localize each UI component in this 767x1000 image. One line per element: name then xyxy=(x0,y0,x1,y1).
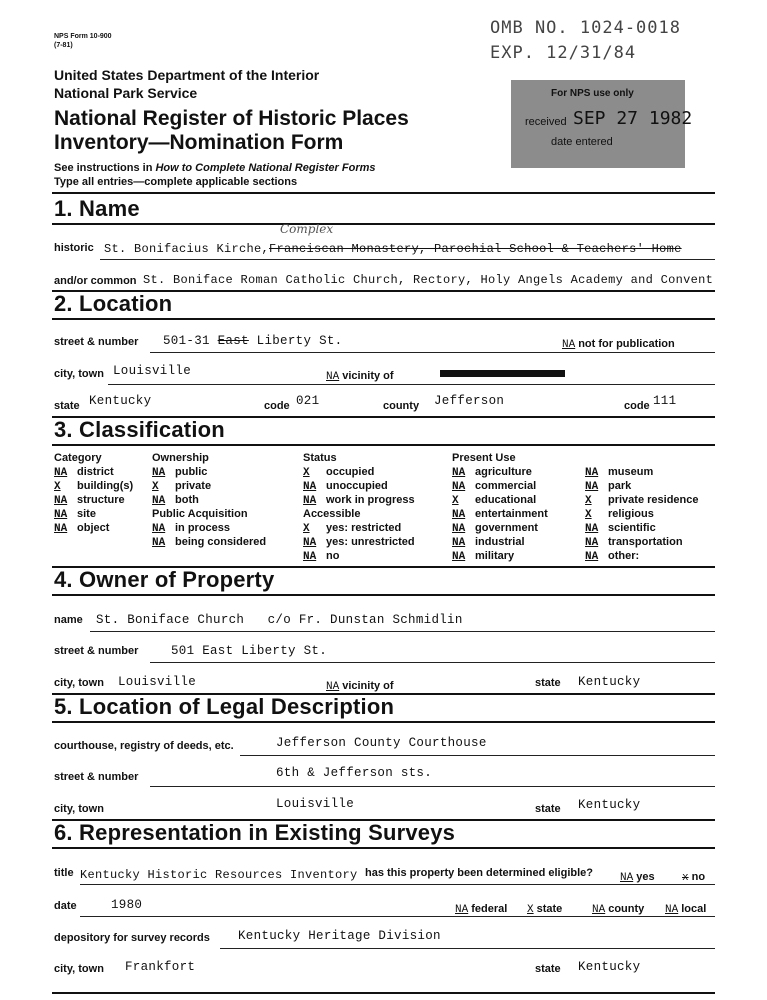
classification-option xyxy=(585,550,639,563)
eligible-label: has this property been determined eligible? xyxy=(365,867,593,879)
option-label: object xyxy=(77,522,110,534)
option-mark: NA xyxy=(585,537,599,549)
line xyxy=(100,259,715,260)
federal-option: NA federal xyxy=(455,903,508,916)
option-mark: X xyxy=(303,467,310,479)
option-mark: NA xyxy=(54,509,68,521)
line xyxy=(150,352,715,353)
instructions: See instructions in How to Complete National Register Forms xyxy=(54,162,376,174)
option-label: park xyxy=(608,480,632,492)
ownership-title: Ownership xyxy=(152,452,209,464)
option-mark: NA xyxy=(452,523,466,535)
classification-option xyxy=(452,466,532,479)
form-date: (7-81) xyxy=(54,42,73,49)
historic-label: historic xyxy=(54,242,94,254)
status-title: Status xyxy=(303,452,337,464)
instructions-2: Type all entries—complete applicable sections xyxy=(54,176,298,188)
classification-option xyxy=(585,536,683,549)
option-label: no xyxy=(326,550,340,562)
option-label: occupied xyxy=(326,466,375,478)
classification-option xyxy=(303,550,339,563)
classification-option xyxy=(54,522,109,535)
option-label: commercial xyxy=(475,480,537,492)
eligible-no: x no xyxy=(682,871,706,884)
survey-title-value: Kentucky Historic Resources Inventory xyxy=(80,868,358,882)
option-mark: NA xyxy=(54,467,68,479)
rule xyxy=(52,318,715,320)
received-label: received xyxy=(525,116,567,128)
classification-option xyxy=(303,480,388,493)
legal-state-value: Kentucky xyxy=(578,798,641,812)
legal-state-label: state xyxy=(535,803,561,815)
option-mark: X xyxy=(585,495,592,507)
classification-option xyxy=(303,536,415,549)
option-mark: NA xyxy=(585,467,599,479)
option-label: educational xyxy=(475,494,537,506)
option-label: both xyxy=(175,494,199,506)
option-mark: NA xyxy=(303,481,317,493)
not-for-publication: NA not for publication xyxy=(562,338,675,351)
option-mark: X xyxy=(452,495,459,507)
option-mark: NA xyxy=(452,551,466,563)
county-value: Jefferson xyxy=(434,394,505,408)
survey-date-label: date xyxy=(54,900,77,912)
rule xyxy=(52,847,715,849)
section-5-heading: 5. Location of Legal Description xyxy=(54,694,395,719)
option-mark: NA xyxy=(152,537,166,549)
state-code: 021 xyxy=(296,394,320,408)
classification-option xyxy=(452,550,514,563)
depository-value: Kentucky Heritage Division xyxy=(238,929,441,943)
county-code: 111 xyxy=(653,394,677,408)
option-mark: NA xyxy=(585,551,599,563)
classification-option xyxy=(452,480,536,493)
classification-option xyxy=(585,480,631,493)
option-label: museum xyxy=(608,466,654,478)
section-4-heading: 4. Owner of Property xyxy=(54,567,275,592)
option-label: military xyxy=(475,550,515,562)
option-label: private xyxy=(175,480,212,492)
form-number: NPS Form 10-900 xyxy=(54,33,112,40)
depository-state-label: state xyxy=(535,963,561,975)
depository-city-label: city, town xyxy=(54,963,104,975)
option-mark: NA xyxy=(452,467,466,479)
option-mark: NA xyxy=(452,481,466,493)
survey-date-value: 1980 xyxy=(111,898,143,912)
classification-option xyxy=(585,508,654,521)
option-label: agriculture xyxy=(475,466,532,478)
street-label: street & number xyxy=(54,336,139,348)
option-label: building(s) xyxy=(77,480,134,492)
courthouse-value: Jefferson County Courthouse xyxy=(276,736,487,750)
line xyxy=(220,948,715,949)
option-label: private residence xyxy=(608,494,699,506)
option-label: site xyxy=(77,508,96,520)
option-mark: X xyxy=(152,481,159,493)
option-mark: NA xyxy=(585,523,599,535)
code-label: code xyxy=(264,400,290,412)
classification-option xyxy=(452,494,536,507)
classification-option xyxy=(152,522,230,535)
vicinity: NA vicinity of xyxy=(326,370,394,383)
classification-option xyxy=(585,494,699,507)
option-label: in process xyxy=(175,522,231,534)
option-label: structure xyxy=(77,494,125,506)
owner-name-value: St. Boniface Church c/o Fr. Dunstan Schmidlin xyxy=(96,613,463,627)
owner-name-label: name xyxy=(54,614,83,626)
legal-street-value: 6th & Jefferson sts. xyxy=(276,766,433,780)
street-value: 501-31 East Liberty St. xyxy=(163,334,343,348)
expiration: EXP. 12/31/84 xyxy=(490,43,637,63)
option-label: transportation xyxy=(608,536,683,548)
line xyxy=(90,631,715,632)
date-entered-label: date entered xyxy=(551,136,613,148)
redaction-bar xyxy=(440,370,565,377)
handwritten-complex: Complex xyxy=(280,222,334,236)
classification-option xyxy=(152,466,207,479)
department: United States Department of the Interior xyxy=(54,67,320,83)
depository-label: depository for survey records xyxy=(54,932,210,944)
option-label: scientific xyxy=(608,522,656,534)
omb-number: OMB NO. 1024-0018 xyxy=(490,18,681,38)
classification-option xyxy=(54,508,96,521)
section-3-heading: 3. Classification xyxy=(54,417,225,442)
option-mark: NA xyxy=(452,509,466,521)
option-label: industrial xyxy=(475,536,525,548)
line xyxy=(80,916,715,917)
acquisition-title: Public Acquisition xyxy=(152,508,248,520)
section-2-heading: 2. Location xyxy=(54,291,173,316)
category-title: Category xyxy=(54,452,102,464)
rule xyxy=(52,594,715,596)
option-label: religious xyxy=(608,508,654,520)
section-1-heading: 1. Name xyxy=(54,196,140,221)
form-title-2: Inventory—Nomination Form xyxy=(54,131,344,154)
option-mark: NA xyxy=(152,495,166,507)
option-label: district xyxy=(77,466,114,478)
owner-street-label: street & number xyxy=(54,645,139,657)
classification-option xyxy=(152,536,266,549)
local-option: NA local xyxy=(665,903,707,916)
present-use-title: Present Use xyxy=(452,452,516,464)
historic-value: St. Bonifacius Kirche,Franciscan Monastery, Parochial School & Teachers' Home xyxy=(104,242,682,256)
option-label: entertainment xyxy=(475,508,548,520)
classification-option xyxy=(152,494,199,507)
option-mark: NA xyxy=(303,495,317,507)
classification-option xyxy=(303,466,374,479)
state-value: Kentucky xyxy=(89,394,152,408)
nps-use-label: For NPS use only xyxy=(551,88,634,99)
owner-city-label: city, town xyxy=(54,677,104,689)
rule xyxy=(52,721,715,723)
city-label: city, town xyxy=(54,368,104,380)
classification-option xyxy=(585,522,656,535)
option-mark: NA xyxy=(54,523,68,535)
classification-option xyxy=(54,480,133,493)
option-mark: X xyxy=(303,523,310,535)
owner-state-value: Kentucky xyxy=(578,675,641,689)
rule xyxy=(52,223,715,225)
option-label: yes: unrestricted xyxy=(326,536,415,548)
option-mark: NA xyxy=(585,481,599,493)
form-title-1: National Register of Historic Places xyxy=(54,107,409,130)
option-mark: NA xyxy=(303,551,317,563)
option-mark: NA xyxy=(54,495,68,507)
line xyxy=(150,786,715,787)
legal-city-value: Louisville xyxy=(276,797,355,811)
courthouse-label: courthouse, registry of deeds, etc. xyxy=(54,740,234,752)
survey-title-label: title xyxy=(54,867,74,879)
rule xyxy=(52,992,715,994)
code-label-2: code xyxy=(624,400,650,412)
classification-option xyxy=(452,508,548,521)
line xyxy=(150,662,715,663)
owner-street-value: 501 East Liberty St. xyxy=(171,644,328,658)
option-mark: NA xyxy=(303,537,317,549)
state-option: X state xyxy=(527,903,563,916)
classification-option xyxy=(452,522,538,535)
option-label: other: xyxy=(608,550,640,562)
option-label: work in progress xyxy=(326,494,415,506)
classification-option xyxy=(585,466,653,479)
classification-option xyxy=(54,494,125,507)
option-label: being considered xyxy=(175,536,267,548)
county-option: NA county xyxy=(592,903,645,916)
classification-option xyxy=(152,480,211,493)
classification-option xyxy=(54,466,114,479)
owner-state-label: state xyxy=(535,677,561,689)
option-mark: X xyxy=(54,481,61,493)
agency: National Park Service xyxy=(54,85,198,101)
option-label: government xyxy=(475,522,538,534)
option-mark: NA xyxy=(452,537,466,549)
section-6-heading: 6. Representation in Existing Surveys xyxy=(54,820,456,845)
state-label: state xyxy=(54,400,80,412)
option-label: unoccupied xyxy=(326,480,388,492)
depository-state-value: Kentucky xyxy=(578,960,641,974)
option-label: yes: restricted xyxy=(326,522,402,534)
common-value: St. Boniface Roman Catholic Church, Rectory, Holy Angels Academy and Convent xyxy=(143,273,714,287)
eligible-yes: NA yes xyxy=(620,871,655,884)
option-label: public xyxy=(175,466,208,478)
accessible-title: Accessible xyxy=(303,508,361,520)
common-label: and/or common xyxy=(54,275,137,287)
rule xyxy=(52,192,715,194)
classification-option xyxy=(452,536,525,549)
owner-city-value: Louisville xyxy=(118,675,197,689)
option-mark: NA xyxy=(152,523,166,535)
nps-use-box xyxy=(511,80,693,168)
owner-vicinity: NA vicinity of xyxy=(326,680,394,693)
line xyxy=(240,755,715,756)
option-mark: NA xyxy=(152,467,166,479)
classification-option xyxy=(303,522,401,535)
line xyxy=(108,384,715,385)
classification-option xyxy=(303,494,415,507)
county-label: county xyxy=(383,400,420,412)
depository-city-value: Frankfort xyxy=(125,960,196,974)
legal-city-label: city, town xyxy=(54,803,104,815)
legal-street-label: street & number xyxy=(54,771,139,783)
rule xyxy=(52,444,715,446)
city-value: Louisville xyxy=(113,364,192,378)
option-mark: X xyxy=(585,509,592,521)
line xyxy=(80,884,715,885)
received-stamp: SEP 27 1982 xyxy=(573,108,693,129)
